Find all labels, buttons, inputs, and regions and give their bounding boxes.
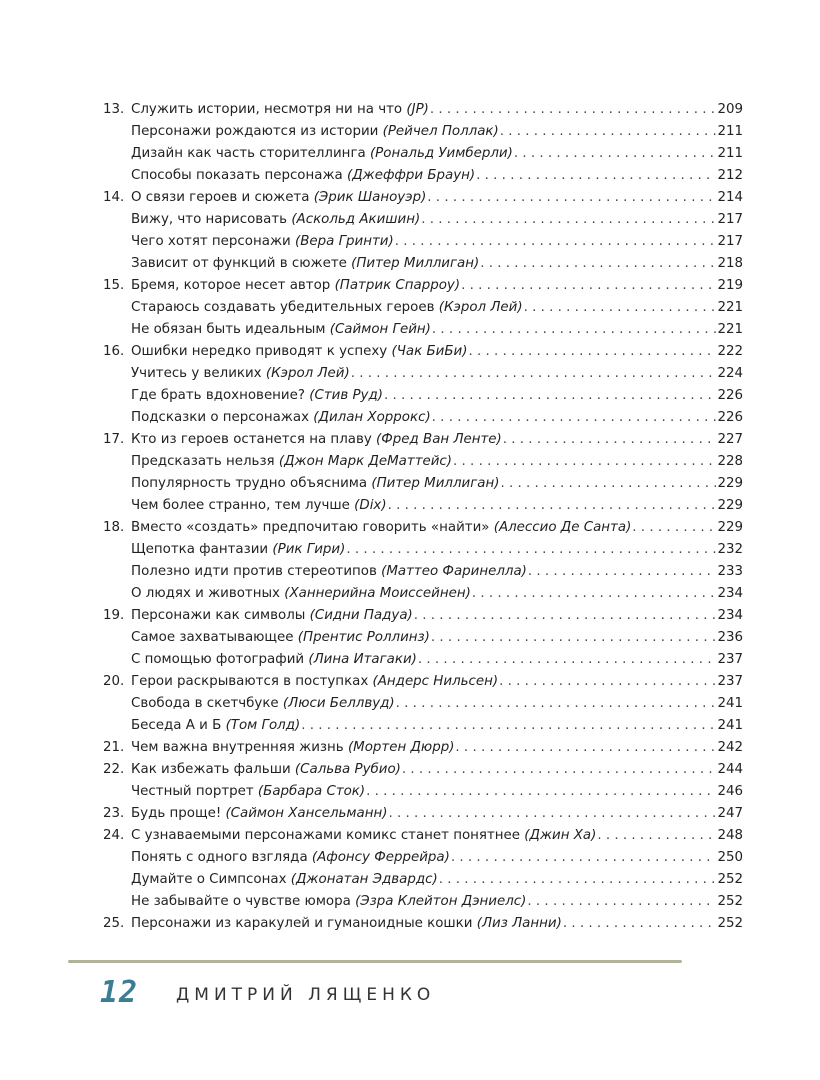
toc-entry-author: (Джеффри Браун) — [347, 168, 476, 183]
toc-entry-title — [131, 209, 420, 231]
toc-leader-dots — [468, 341, 716, 363]
toc-entry-title — [131, 561, 527, 583]
page-number: 12 — [100, 975, 139, 1010]
toc-entry — [103, 253, 743, 275]
toc-entry-page: 241 — [717, 718, 743, 733]
toc-entry-title — [131, 363, 350, 385]
toc-entry-title-text: Стараюсь создавать убедительных героев — [131, 300, 439, 315]
toc-leader-dots — [632, 517, 716, 539]
toc-entry-title-text: Чего хотят персонажи — [131, 234, 295, 249]
toc-entry-title — [131, 187, 426, 209]
toc-entry-page: 226 — [717, 388, 743, 403]
toc-entry-title-text: Предсказать нельзя — [131, 454, 279, 469]
toc-entry-title — [131, 121, 499, 143]
toc-entry — [103, 759, 743, 781]
toc-entry-page: 226 — [717, 410, 743, 425]
toc-entry — [103, 539, 743, 561]
toc-entry-page: 227 — [717, 432, 743, 447]
toc-entry-page: 229 — [717, 476, 743, 491]
toc-entry-author: (Сальва Рубио) — [294, 762, 401, 777]
toc-entry — [103, 869, 743, 891]
toc-entry-number: 25. — [103, 916, 125, 931]
toc-entry-title — [131, 319, 431, 341]
toc-entry-author: (Маттео Фаринелла) — [381, 564, 527, 579]
toc-entry — [103, 715, 743, 737]
toc-entry-title — [131, 385, 383, 407]
toc-entry-title — [131, 495, 387, 517]
toc-entry-page: 234 — [717, 586, 743, 601]
toc-leader-dots — [528, 561, 717, 583]
toc-entry-title-text: Способы показать персонажа — [131, 168, 347, 183]
toc-entry-author: (Барбара Сток) — [257, 784, 366, 799]
toc-entry-title — [131, 715, 300, 737]
table-of-contents — [103, 99, 743, 935]
toc-entry-title-text: Чем важна внутренняя жизнь — [131, 740, 348, 755]
toc-entry-page: 228 — [717, 454, 743, 469]
toc-entry-title — [131, 913, 562, 935]
toc-entry — [103, 473, 743, 495]
toc-leader-dots — [366, 781, 716, 803]
toc-entry-title — [131, 649, 417, 671]
toc-entry-title-text: Думайте о Симпсонах — [131, 872, 291, 887]
toc-entry — [103, 847, 743, 869]
toc-entry — [103, 209, 743, 231]
toc-entry-author: (Эрик Шаноуэр) — [313, 190, 427, 205]
toc-entry-number: 13. — [103, 102, 125, 117]
toc-entry-title-text: Персонажи из каракулей и гуманоидные кошки — [131, 916, 477, 931]
toc-entry-title — [131, 847, 450, 869]
toc-entry-title — [131, 869, 438, 891]
toc-entry-title-text: Чем более странно, тем лучше — [131, 498, 355, 513]
toc-entry-page: 221 — [717, 300, 743, 315]
toc-entry-page: 234 — [717, 608, 743, 623]
toc-entry-page: 224 — [717, 366, 743, 381]
toc-entry-title-text: Дизайн как часть сторителлинга — [131, 146, 370, 161]
toc-leader-dots — [476, 165, 716, 187]
toc-entry-title — [131, 99, 429, 121]
toc-entry-author: (Дилан Хоррокс) — [313, 410, 431, 425]
toc-entry-author: (Питер Миллиган) — [371, 476, 500, 491]
toc-entry-title-text: Учитесь у великих — [131, 366, 266, 381]
toc-entry-title-text: Ошибки нередко приводят к успеху — [131, 344, 392, 359]
toc-entry-title-text: С узнаваемыми персонажами комикс станет понятнее — [131, 828, 525, 843]
toc-entry-title-text: О людях и животных — [131, 586, 285, 601]
toc-leader-dots — [418, 649, 717, 671]
toc-leader-dots — [527, 891, 716, 913]
toc-entry-title — [131, 517, 631, 539]
toc-entry-title — [131, 759, 401, 781]
toc-entry — [103, 231, 743, 253]
toc-leader-dots — [503, 429, 717, 451]
toc-entry — [103, 451, 743, 473]
toc-entry-title-text: Честный портрет — [131, 784, 258, 799]
toc-leader-dots — [563, 913, 717, 935]
toc-leader-dots — [451, 847, 717, 869]
toc-entry — [103, 407, 743, 429]
toc-entry-page: 236 — [717, 630, 743, 645]
toc-leader-dots — [421, 209, 716, 231]
toc-entry-number: 15. — [103, 278, 125, 293]
toc-entry-author: (Рик Гири) — [272, 542, 346, 557]
toc-entry-page: 244 — [717, 762, 743, 777]
toc-entry-title-text: Щепотка фантазии — [131, 542, 273, 557]
toc-entry-page: 246 — [717, 784, 743, 799]
toc-entry — [103, 605, 743, 627]
toc-leader-dots — [346, 539, 716, 561]
toc-leader-dots — [500, 473, 716, 495]
toc-entry-title-text: Вместо «создать» предпочитаю говорить «найти» — [131, 520, 494, 535]
toc-entry-page: 248 — [717, 828, 743, 843]
toc-entry-page: 242 — [717, 740, 743, 755]
toc-entry-page: 237 — [717, 674, 743, 689]
toc-entry — [103, 341, 743, 363]
toc-leader-dots — [301, 715, 716, 737]
toc-entry-page: 211 — [717, 146, 743, 161]
toc-entry-page: 252 — [717, 872, 743, 887]
toc-entry-title — [131, 891, 526, 913]
toc-entry-title-text: Служить истории, несмотря ни на что — [131, 102, 407, 117]
toc-entry-author: (Аскольд Акишин) — [291, 212, 421, 227]
toc-leader-dots — [461, 275, 716, 297]
toc-entry-title-text: Бремя, которое несет автор — [131, 278, 335, 293]
toc-entry — [103, 561, 743, 583]
toc-entry — [103, 165, 743, 187]
toc-entry-page: 232 — [717, 542, 743, 557]
toc-entry-title-text: Свобода в скетчбуке — [131, 696, 283, 711]
toc-entry — [103, 429, 743, 451]
toc-entry — [103, 363, 743, 385]
toc-entry-page: 217 — [717, 212, 743, 227]
toc-entry-title — [131, 143, 513, 165]
toc-entry-page: 252 — [717, 894, 743, 909]
toc-entry — [103, 143, 743, 165]
toc-leader-dots — [427, 187, 716, 209]
toc-leader-dots — [430, 99, 717, 121]
toc-entry-title — [131, 671, 498, 693]
toc-entry-title-text: Популярность трудно объяснима — [131, 476, 372, 491]
toc-entry-author: (Эзра Клейтон Дэниелс) — [355, 894, 527, 909]
toc-entry-title — [131, 803, 387, 825]
toc-entry-author: (Кэрол Лей) — [265, 366, 350, 381]
toc-entry — [103, 825, 743, 847]
toc-leader-dots — [432, 319, 717, 341]
toc-entry-page: 252 — [717, 916, 743, 931]
toc-entry-number: 14. — [103, 190, 125, 205]
toc-leader-dots — [472, 583, 717, 605]
toc-entry-author: (Патрик Спарроу) — [334, 278, 461, 293]
toc-entry-title-text: Беседа А и Б — [131, 718, 226, 733]
toc-leader-dots — [453, 451, 716, 473]
toc-entry-title — [131, 605, 413, 627]
toc-entry — [103, 627, 743, 649]
toc-entry-author: (Фред Ван Ленте) — [376, 432, 502, 447]
toc-entry-author: (Саймон Гейн) — [329, 322, 431, 337]
toc-entry-title-text: Персонажи как символы — [131, 608, 310, 623]
toc-leader-dots — [524, 297, 717, 319]
toc-entry-title-text: Вижу, что нарисовать — [131, 212, 292, 227]
toc-entry — [103, 297, 743, 319]
footer-author-name: ДМИТРИЙ ЛЯЩЕНКО — [176, 985, 436, 1005]
toc-entry-title — [131, 473, 499, 495]
toc-entry-title — [131, 539, 345, 561]
toc-entry-page: 250 — [717, 850, 743, 865]
toc-entry-page: 214 — [717, 190, 743, 205]
toc-entry-author: (Вера Гринти) — [294, 234, 394, 249]
toc-entry-author: (Прентис Роллинз) — [297, 630, 430, 645]
toc-leader-dots — [455, 737, 716, 759]
toc-entry-title-text: Самое захватывающее — [131, 630, 298, 645]
toc-entry-author: (Чак БиБи) — [391, 344, 468, 359]
toc-entry-author: (Ханнерийна Моиссейнен) — [284, 586, 471, 601]
toc-entry-page: 233 — [717, 564, 743, 579]
toc-leader-dots — [514, 143, 717, 165]
toc-leader-dots — [499, 671, 716, 693]
toc-entry-author: (Питер Миллиган) — [351, 256, 480, 271]
toc-entry-title-text: Понять с одного взгляда — [131, 850, 312, 865]
toc-entry-author: (Джонатан Эдвардс) — [290, 872, 438, 887]
toc-entry-number: 21. — [103, 740, 125, 755]
toc-leader-dots — [388, 803, 716, 825]
toc-leader-dots — [432, 407, 717, 429]
toc-entry-number: 24. — [103, 828, 125, 843]
toc-leader-dots — [500, 121, 717, 143]
toc-entry-author: (Джон Марк ДеМаттейс) — [278, 454, 453, 469]
toc-entry-page: 222 — [717, 344, 743, 359]
toc-entry-number: 17. — [103, 432, 125, 447]
toc-entry-title — [131, 407, 431, 429]
toc-entry-title — [131, 275, 460, 297]
toc-entry-title — [131, 583, 471, 605]
toc-leader-dots — [414, 605, 717, 627]
toc-entry-title-text: О связи героев и сюжета — [131, 190, 314, 205]
toc-entry-author: (Алессио Де Санта) — [493, 520, 632, 535]
toc-entry-title-text: Зависит от функций в сюжете — [131, 256, 352, 271]
toc-entry-page: 211 — [717, 124, 743, 139]
toc-entry-title-text: Будь проще! — [131, 806, 226, 821]
toc-entry-author: (Стив Руд) — [309, 388, 383, 403]
toc-entry-page: 229 — [717, 520, 743, 535]
toc-entry-author: (Сидни Падуа) — [309, 608, 413, 623]
toc-entry-page: 218 — [717, 256, 743, 271]
toc-entry — [103, 803, 743, 825]
toc-entry-author: (Кэрол Лей) — [438, 300, 523, 315]
toc-entry — [103, 737, 743, 759]
toc-entry — [103, 275, 743, 297]
toc-entry — [103, 583, 743, 605]
toc-leader-dots — [395, 231, 717, 253]
toc-entry-page: 229 — [717, 498, 743, 513]
toc-entry-author: (Андерс Нильсен) — [372, 674, 499, 689]
toc-entry — [103, 121, 743, 143]
toc-entry-page: 219 — [717, 278, 743, 293]
toc-entry-author: (Лина Итагаки) — [308, 652, 417, 667]
toc-entry — [103, 495, 743, 517]
toc-entry-number: 22. — [103, 762, 125, 777]
toc-entry — [103, 385, 743, 407]
toc-entry-author: (Саймон Хансельманн) — [225, 806, 388, 821]
toc-entry — [103, 99, 743, 121]
toc-entry-author: (JP) — [406, 102, 429, 117]
toc-entry-author: (Лиз Ланни) — [476, 916, 562, 931]
toc-entry-number: 19. — [103, 608, 125, 623]
toc-entry-number: 16. — [103, 344, 125, 359]
footer-divider — [68, 960, 682, 963]
toc-entry-page: 212 — [717, 168, 743, 183]
toc-entry-title — [131, 253, 479, 275]
toc-entry-title — [131, 165, 475, 187]
toc-entry-number: 23. — [103, 806, 125, 821]
toc-entry-title — [131, 231, 394, 253]
toc-entry-title-text: Не обязан быть идеальным — [131, 322, 330, 337]
toc-entry — [103, 781, 743, 803]
toc-entry-title-text: Не забывайте о чувстве юмора — [131, 894, 356, 909]
toc-leader-dots — [402, 759, 717, 781]
toc-entry-title — [131, 693, 395, 715]
toc-entry-title-text: Полезно идти против стереотипов — [131, 564, 382, 579]
toc-entry-title — [131, 451, 452, 473]
toc-entry-author: (Рональд Уимберли) — [369, 146, 513, 161]
toc-entry-title — [131, 781, 365, 803]
toc-entry — [103, 187, 743, 209]
toc-entry-title — [131, 341, 467, 363]
toc-entry-title — [131, 627, 430, 649]
toc-entry-title-text: Где брать вдохновение? — [131, 388, 310, 403]
toc-leader-dots — [384, 385, 716, 407]
toc-entry-title-text: С помощью фотографий — [131, 652, 309, 667]
toc-entry-page: 237 — [717, 652, 743, 667]
toc-entry-author: (Люси Беллвуд) — [282, 696, 395, 711]
toc-entry — [103, 671, 743, 693]
toc-entry-author: (Мортен Дюрр) — [347, 740, 455, 755]
toc-entry-page: 217 — [717, 234, 743, 249]
toc-leader-dots — [351, 363, 717, 385]
toc-entry-title — [131, 825, 596, 847]
toc-entry-title-text: Как избежать фальши — [131, 762, 295, 777]
toc-leader-dots — [480, 253, 716, 275]
toc-entry-number: 18. — [103, 520, 125, 535]
toc-entry-title-text: Герои раскрываются в поступках — [131, 674, 373, 689]
toc-leader-dots — [431, 627, 717, 649]
toc-entry-author: (Афонсу Феррейра) — [311, 850, 450, 865]
toc-entry-title — [131, 737, 454, 759]
toc-entry-number: 20. — [103, 674, 125, 689]
toc-leader-dots — [597, 825, 716, 847]
toc-leader-dots — [388, 495, 717, 517]
toc-entry-title-text: Персонажи рождаются из истории — [131, 124, 383, 139]
toc-leader-dots — [439, 869, 717, 891]
toc-entry — [103, 693, 743, 715]
toc-entry-page: 209 — [717, 102, 743, 117]
toc-entry-page: 221 — [717, 322, 743, 337]
toc-entry-title-text: Подсказки о персонажах — [131, 410, 314, 425]
toc-entry-author: (Рейчел Поллак) — [382, 124, 499, 139]
toc-leader-dots — [396, 693, 717, 715]
toc-entry-author: (Dix) — [354, 498, 387, 513]
toc-entry-author: (Джин Ха) — [524, 828, 597, 843]
toc-entry — [103, 319, 743, 341]
toc-entry-author: (Том Голд) — [225, 718, 301, 733]
toc-entry — [103, 517, 743, 539]
toc-entry — [103, 913, 743, 935]
toc-entry — [103, 891, 743, 913]
toc-entry — [103, 649, 743, 671]
toc-entry-page: 247 — [717, 806, 743, 821]
toc-entry-page: 241 — [717, 696, 743, 711]
toc-entry-title-text: Кто из героев останется на плаву — [131, 432, 377, 447]
toc-entry-title — [131, 429, 502, 451]
toc-entry-title — [131, 297, 523, 319]
